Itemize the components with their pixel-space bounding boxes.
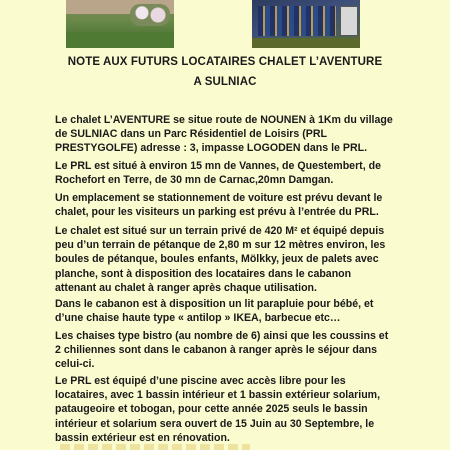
chalet-garden-photo [66, 0, 174, 48]
lawn [66, 32, 174, 48]
document-title: NOTE AUX FUTURS LOCATAIRES CHALET L’AVENTURE [67, 56, 383, 68]
petanque-board-photo [252, 0, 360, 48]
cut-off-next-line [60, 444, 250, 450]
paragraph-terrain: Le chalet est situé sur un terrain privé de 420 M² et équipé depuis peu d’un terrain de pétanque de 2,80 m sur 12 mètres environ, les boules de pétanque, boules enfants, Mölkky, jeux de palets avec planche, sont à disposition des locataires dans le cabanon attenant au chalet à ranger après chaque utilisation. [55, 225, 386, 294]
info-sign [340, 6, 358, 36]
paragraph-location: Le chalet L’AVENTURE se situe route de NOUNEN à 1Km du village de SULNIAC dans un Parc Résidentiel de Loisirs (PRL PRESTYGOLFE) adresse : 3, impasse LOGODEN dans le PRL. [55, 114, 393, 155]
game-board [258, 6, 336, 36]
paragraph-cabanon: Dans le cabanon est à disposition un lit parapluie pour bébé, et d’une chaise haute type « antilop » IKEA, barbecue etc… [55, 298, 374, 325]
flower-bush [130, 4, 170, 26]
paragraph-distances: Le PRL est situé à environ 15 mn de Vannes, de Questembert, de Rochefort en Terre, de 30 mn de Carnac,20mn Damgan. [55, 160, 381, 187]
paragraph-piscine: Le PRL est équipé d’une piscine avec accès libre pour les locataires, avec 1 bassin intérieur et 1 bassin extérieur solarium, pataugeoire et tobogan, pour cette année 2025 seuls le bassin intérieur et solarium sera ouvert de 15 Juin au 30 Septembre, le bassin extérieur est en rénovation. [55, 375, 381, 444]
paragraph-parking: Un emplacement se stationnement de voiture est prévu devant le chalet, pour les visiteurs un parking est prévu à l’entrée du PRL. [55, 192, 383, 219]
ground [252, 38, 360, 48]
paragraph-chaises: Les chaises type bistro (au nombre de 6) ainsi que les coussins et 2 chiliennes sont dans le cabanon à ranger après le séjour dans celui-ci. [55, 330, 389, 371]
document-subtitle: A SULNIAC [193, 76, 257, 88]
